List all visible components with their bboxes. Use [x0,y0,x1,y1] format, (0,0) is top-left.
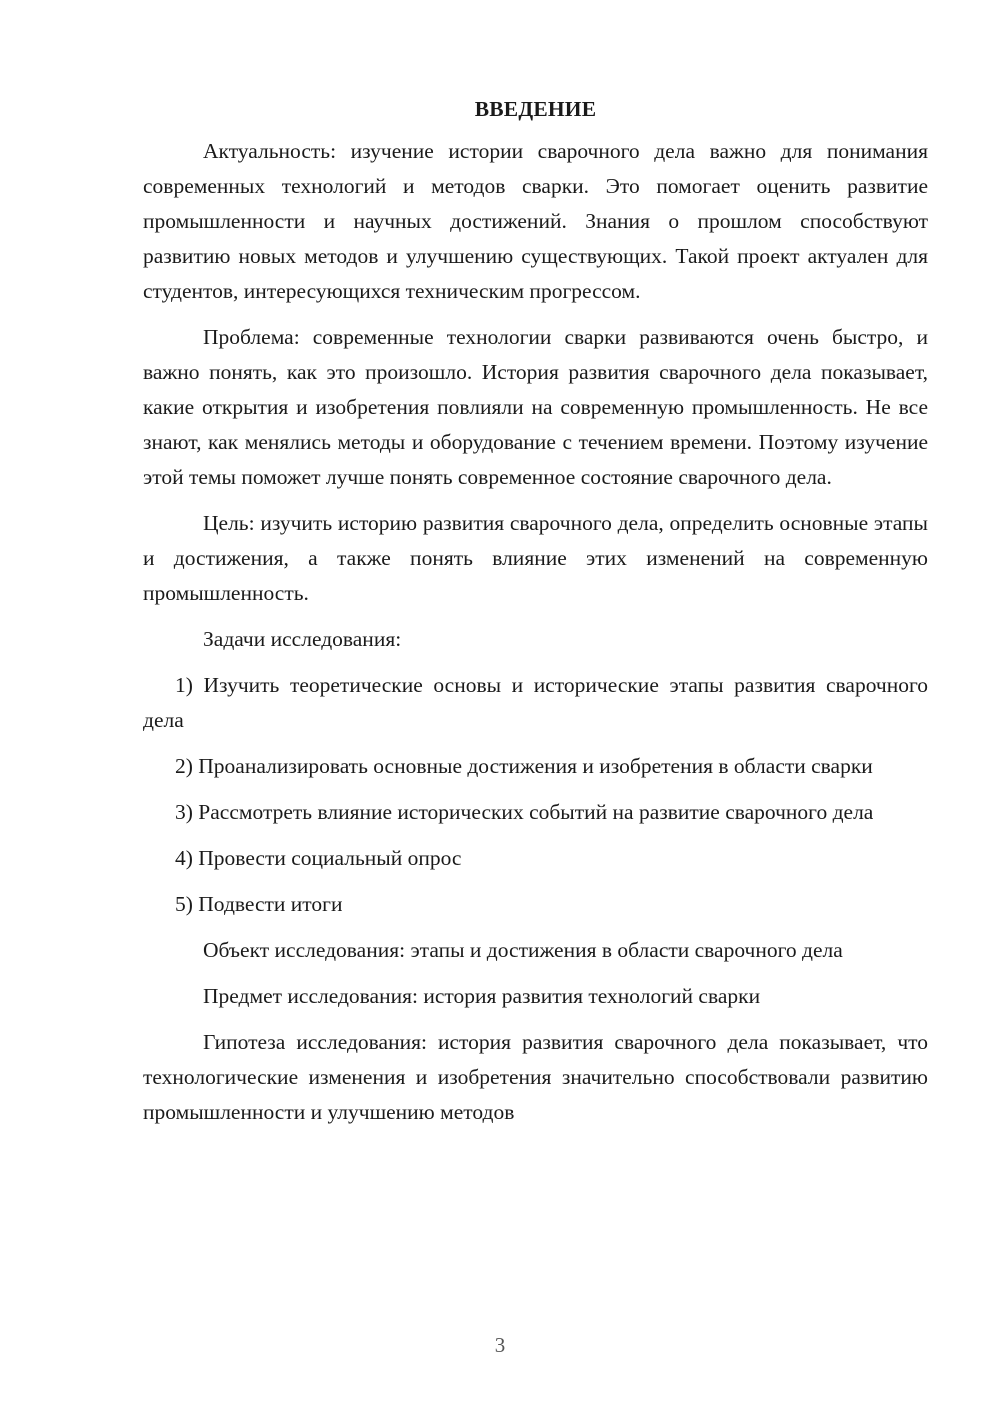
section-title: ВВЕДЕНИЕ [474,97,597,121]
task-item-4: 4) Провести социальный опрос [175,846,462,870]
task-item-2: 2) Проанализировать основные достижения и изобретения в области сварки [175,754,873,778]
task-item-3: 3) Рассмотреть влияние исторических событий на развитие сварочного дела [175,800,874,824]
page-number: 3 [494,1333,506,1357]
tasks-heading: Задачи исследования: [203,627,402,651]
document-page [143,92,928,1141]
object-paragraph: Объект исследования: этапы и достижения в области сварочного дела [203,938,843,962]
task-item-5: 5) Подвести итоги [175,892,343,916]
relevance-paragraph: Актуальность: изучение истории сварочного дела важно для понимания современных технологий и методов сварки. Это помогает оценить развитие промышленности и научных достижений. Знания о прошлом способствуют развитию новых методов и улучшению существующих. Такой проект актуален для студентов, интересующихся техническим прогрессом. [143,139,928,303]
hypothesis-paragraph: Гипотеза исследования: история развития сварочного дела показывает, что технологические изменения и изобретения значительно способствовали развитию промышленности и улучшению методов [143,1030,928,1124]
goal-paragraph: Цель: изучить историю развития сварочного дела, определить основные этапы и достижения, а также понять влияние этих изменений на современную промышленность. [143,511,928,605]
problem-paragraph: Проблема: современные технологии сварки развиваются очень быстро, и важно понять, как это произошло. История развития сварочного дела показывает, какие открытия и изобретения повлияли на современную промышленность. Не все знают, как менялись методы и оборудование с течением времени. Поэтому изучение этой темы поможет лучше понять современное состояние сварочного дела. [143,325,928,489]
task-item-1: 1) Изучить теоретические основы и исторические этапы развития сварочного дела [143,673,928,732]
subject-paragraph: Предмет исследования: история развития технологий сварки [203,984,761,1008]
